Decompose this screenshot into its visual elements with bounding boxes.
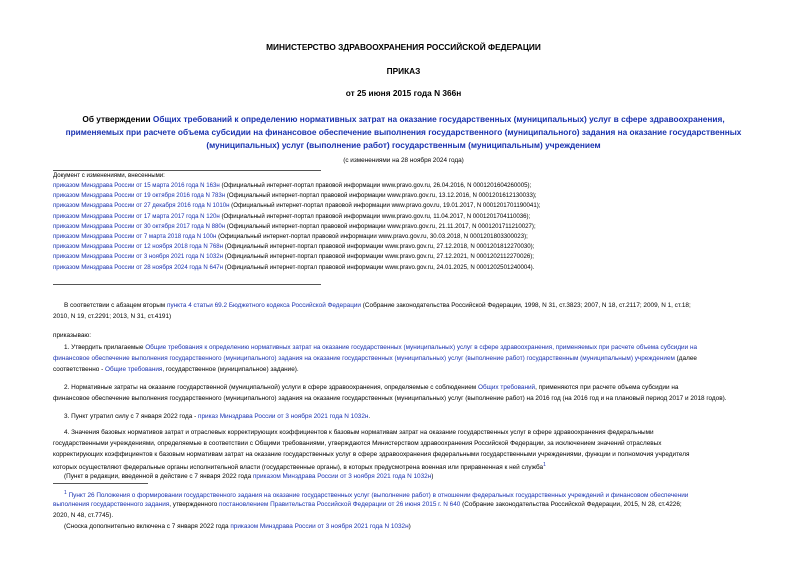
item4-line1: 4. Значения базовых нормативов затрат и отраслевых корректирующих коэффициентов к базовым нормативам затрат на оказание государственных услуг в сфере здравоохранения федеральными bbox=[64, 429, 654, 436]
item4-line2: государственными учреждениями, определяемые в соответствии с Общими требованиями, утверждаются Министерством здравоохранения Российской Федерации, за исключением значений отраслевых bbox=[53, 440, 662, 447]
change-item bbox=[53, 181, 531, 191]
change-source-text: (Официальный интернет-портал правовой информации www.pravo.gov.ru, 11.04.2017, N 0001201704110036); bbox=[219, 212, 531, 220]
item1-line1 bbox=[64, 342, 697, 353]
general-requirements-link-3[interactable]: Общие требования bbox=[104, 366, 163, 373]
item1-text-cont2: соответственно - bbox=[53, 366, 105, 373]
document-title bbox=[30, 113, 777, 152]
change-item bbox=[53, 212, 530, 222]
preamble-text: В соответствии с абзацем вторым bbox=[64, 302, 167, 309]
change-order-link[interactable]: приказом Минздрава России от 28 ноября 2024 года N 647н bbox=[53, 263, 224, 271]
change-item bbox=[53, 232, 528, 242]
preamble-line1 bbox=[64, 300, 691, 311]
change-order-link[interactable]: приказом Минздрава России от 19 октября 2016 года N 783н bbox=[53, 192, 226, 200]
change-item bbox=[53, 191, 537, 201]
footnote-rule bbox=[53, 483, 148, 484]
item1-text-cont: (далее bbox=[674, 355, 697, 362]
general-requirements-link-2[interactable]: финансовое обеспечение выполнения государственного (муниципального) задания на оказание государственных (муниципальных) услуг (выполнение работ) государственным (муниципальным) учреждением bbox=[53, 355, 675, 362]
footnote-text: , утвержденного bbox=[169, 501, 220, 508]
change-item bbox=[53, 242, 534, 252]
edit-note-text-cont: ) bbox=[431, 473, 434, 480]
government-decree-link[interactable]: постановлением Правительства Российской Федерации от 26 июня 2015 г. N 640 bbox=[219, 501, 461, 508]
order-1032n-link-1[interactable]: приказ Минздрава России от 3 ноября 2021 года N 1032н bbox=[198, 413, 369, 420]
item1-text: 1. Утвердить прилагаемые bbox=[64, 344, 146, 351]
item1-line3 bbox=[53, 364, 299, 375]
item3-text-cont: . bbox=[368, 413, 371, 420]
item3-text: 3. Пункт утратил силу с 7 января 2022 года - bbox=[64, 413, 198, 420]
item2-text-cont: , применяются при расчете объема субсидии на bbox=[535, 384, 679, 391]
change-order-link[interactable]: приказом Минздрава России от 17 марта 2017 года N 120н bbox=[53, 212, 220, 220]
document-type: ПРИКАЗ bbox=[386, 66, 421, 76]
change-source-text: (Официальный интернет-портал правовой информации www.pravo.gov.ru, 21.11.2017, N 0001201711210027); bbox=[225, 222, 536, 230]
change-item bbox=[53, 252, 534, 262]
footnote-line2 bbox=[53, 499, 682, 510]
ministry-name: МИНИСТЕРСТВО ЗДРАВООХРАНЕНИЯ РОССИЙСКОЙ ФЕДЕРАЦИИ bbox=[266, 42, 541, 52]
footnote-link-1[interactable]: Пункт 26 Положения о формировании государственного задания на оказание государственных услуг (выполнение работ) в отношении федеральных государственных учреждений и финансовом обеспечении bbox=[66, 492, 689, 500]
change-item bbox=[53, 263, 534, 273]
order-word: приказываю: bbox=[53, 332, 91, 339]
footnote-ref[interactable]: 1 bbox=[543, 462, 546, 468]
general-requirements-link-1[interactable]: Общие требования к определению нормативных затрат на оказание государственных (муниципальных) услуг в сфере здравоохранения, применяемых при расчете объема субсидии на bbox=[145, 344, 698, 351]
change-source-text: (Официальный интернет-портал правовой информации www.pravo.gov.ru, 26.04.2016, N 0001201604260005); bbox=[219, 182, 532, 189]
change-source-text: (Официальный интернет-портал правовой информации www.pravo.gov.ru, 19.01.2017, N 0001201701190041); bbox=[229, 202, 541, 210]
preamble-text-cont: (Собрание законодательства Российской Федерации, 1998, N 31, ст.3823; 2007, N 18, ст.2117; 2009, N 1, ст.18; bbox=[361, 302, 691, 309]
footnote-edit-note bbox=[64, 521, 411, 532]
changes-heading: Документ с изменениями, внесенными: bbox=[53, 172, 165, 179]
footnote-text-cont: (Собрание законодательства Российской Федерации, 2015, N 28, ст.4226; bbox=[460, 501, 682, 508]
item2-line1 bbox=[64, 382, 678, 393]
order-1032n-link-3[interactable]: приказом Минздрава России от 3 ноября 2021 года N 1032н bbox=[230, 523, 409, 530]
change-source-text: (Официальный интернет-портал правовой информации www.pravo.gov.ru, 13.12.2016, N 0001201612130033); bbox=[225, 192, 537, 200]
change-source-text: (Официальный интернет-портал правовой информации www.pravo.gov.ru, 27.12.2018, N 0001201812270030); bbox=[223, 243, 535, 251]
changes-bottom-rule bbox=[53, 284, 321, 285]
item4-edit-note bbox=[64, 471, 433, 482]
change-order-link[interactable]: приказом Минздрава России от 30 октября 2017 года N 880н bbox=[53, 222, 226, 230]
change-order-link[interactable]: приказом Минздрава России от 15 марта 2016 года N 163н bbox=[53, 182, 220, 189]
item3-line bbox=[64, 411, 370, 422]
edit-note-text: (Пункт в редакции, введенной в действие с 7 января 2022 года bbox=[64, 473, 253, 480]
title-prefix: Об утверждении bbox=[82, 114, 153, 124]
change-order-link[interactable]: приказом Минздрава России от 27 декабря 2016 года N 1010н bbox=[53, 202, 230, 210]
footnote-mark[interactable]: 1 bbox=[64, 490, 67, 496]
change-order-link[interactable]: приказом Минздрава России от 7 марта 2018 года N 100н bbox=[53, 233, 217, 240]
general-requirements-link-4[interactable]: Общих требований bbox=[477, 384, 536, 391]
change-item bbox=[53, 222, 536, 232]
footnote-note-text-cont: ) bbox=[408, 523, 411, 530]
title-link-line1[interactable]: Общих требований к определению нормативных затрат на оказание государственных (муниципальных) услуг в сфере здравоохранения, bbox=[152, 114, 725, 124]
item2-text: 2. Нормативные затраты на оказание государственной (муниципальной) услуги в сфере здравоохранения, определяемые с соблюдением bbox=[64, 384, 478, 391]
footnote-link-2[interactable]: выполнения государственного задания bbox=[53, 501, 170, 508]
change-order-link[interactable]: приказом Минздрава России от 12 ноября 2018 года N 768н bbox=[53, 243, 224, 251]
change-source-text: (Официальный интернет-портал правовой информации www.pravo.gov.ru, 24.01.2025, N 0001202501240004). bbox=[223, 263, 535, 271]
item4-text: которых осуществляют федеральные органы исполнительной власти (государственные органы), в которых предусмотрена военная или приравненная к ней служба bbox=[53, 464, 544, 472]
footnote-line3: 2020, N 48, ст.7745). bbox=[53, 512, 114, 519]
budget-code-link[interactable]: пункта 4 статьи 69.2 Бюджетного кодекса Российской Федерации bbox=[166, 302, 362, 309]
revision-note: (с изменениями на 28 ноября 2024 года) bbox=[343, 157, 464, 164]
item2-line2: финансовое обеспечение выполнения государственного (муниципального) задания на оказание государственных (муниципальных) услуг (выполнение работ) на 2016 год (на 2016 год и на плановый период 2017 и 2018 годов). bbox=[53, 395, 727, 402]
document-date: от 25 июня 2015 года N 366н bbox=[345, 88, 462, 98]
change-source-text: (Официальный интернет-портал правовой информации www.pravo.gov.ru, 27.12.2021, N 0001202112270026); bbox=[223, 253, 534, 261]
change-item bbox=[53, 201, 540, 211]
preamble-line2: 2010, N 19, ст.2291; 2013, N 31, ст.4191) bbox=[53, 313, 172, 320]
title-link-line2[interactable]: применяемых при расчете объема субсидии на финансовое обеспечение выполнения государственного (муниципального) задания на оказание государственных bbox=[65, 127, 742, 137]
item4-line3: корректирующих коэффициентов к базовым нормативам затрат на оказание государственных услуг в сфере здравоохранения федеральными государственными учреждениями, функции и полномочия учредителя bbox=[53, 451, 690, 458]
order-1032n-link-2[interactable]: приказом Минздрава России от 3 ноября 2021 года N 1032н bbox=[252, 473, 432, 480]
item1-line2 bbox=[53, 353, 697, 364]
footnote-note-text: (Сноска дополнительно включена с 7 января 2022 года bbox=[64, 523, 231, 530]
title-link-line3[interactable]: (муниципальных) услуг (выполнение работ) государственным (муниципальным) учреждением bbox=[206, 140, 601, 150]
item1-text-cont3: , государственное (муниципальное) задание). bbox=[162, 366, 299, 373]
change-order-link[interactable]: приказом Минздрава России от 3 ноября 2021 года N 1032н bbox=[53, 253, 224, 261]
change-source-text: (Официальный интернет-портал правовой информации www.pravo.gov.ru, 30.03.2018, N 0001201803300023); bbox=[216, 233, 528, 240]
